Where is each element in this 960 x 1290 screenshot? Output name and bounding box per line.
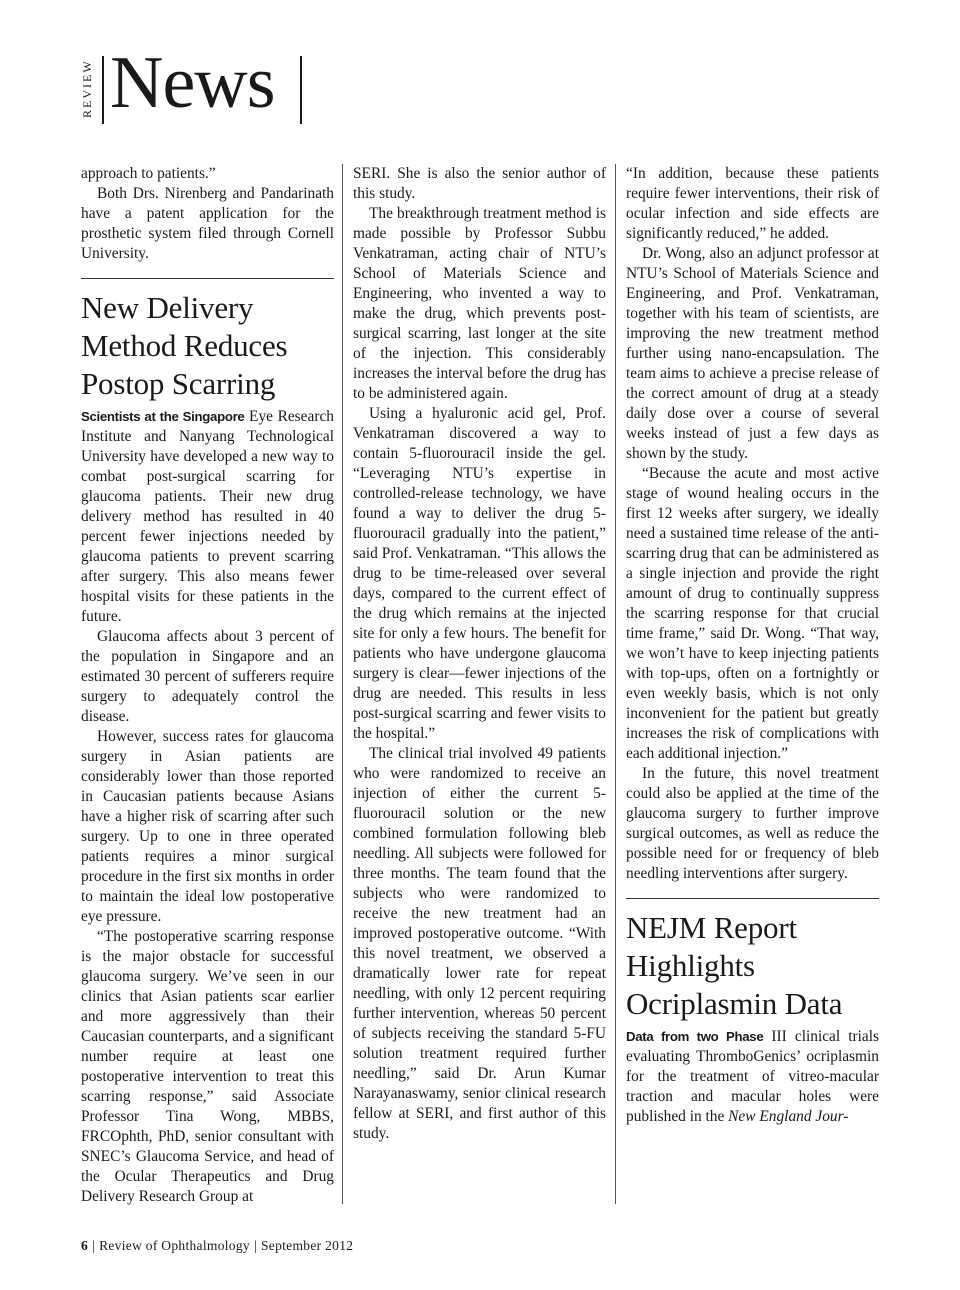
article-headline: New Delivery Method Reduces Postop Scarring: [81, 290, 288, 401]
column-1: [81, 164, 334, 1207]
article-divider: [81, 278, 334, 279]
body-paragraph: “The postoperative scarring response is the major obstacle for successful glaucoma surgery. We’ve seen in our clinics that Asian patients scar earlier and more aggressively than their Caucasian counterparts, and a significant number require at least one postoperative intervention to treat this scarring response,” said Associate Professor Tina Wong, MBBS, FRCOphth, PhD, senior consultant with SNEC’s Glaucoma Service, and head of the Ocular Therapeutics and Drug Delivery Research Group at: [81, 928, 334, 1205]
page-number: 6: [81, 1238, 89, 1253]
page-footer: 6 | Review of Ophthalmology | September 2012: [81, 1238, 354, 1253]
body-paragraph: Glaucoma affects about 3 percent of the population in Singapore and an estimated 30 percent of sufferers require surgery to adequately control the disease.: [81, 628, 334, 725]
masthead-rule-right: [300, 56, 302, 124]
publication-name: Review of Ophthalmology: [99, 1238, 250, 1253]
body-paragraph: In the future, this novel treatment could also be applied at the time of the glaucoma surgery to further improve surgical outcomes, as well as reduce the possible need for or frequency of bleb needling interventions after surgery.: [626, 765, 879, 882]
body-paragraph: “Because the acute and most active stage of wound healing occurs in the first 12 weeks after surgery, we ideally need a sustained time release of the anti-scarring drug that can be administered as a single injection and provide the right amount of drug to continually suppress the scarring response for that crucial time frame,” said Dr. Wong. “That way, we won’t have to keep injecting patients with top-ups, often on a fortnightly or even weekly basis, which is not only inconvenient for the patient but greatly increases the risk of complications with each additional injection.”: [626, 465, 879, 762]
body-paragraph: approach to patients.”: [81, 165, 216, 182]
body-paragraph: SERI. She is also the senior author of this study.: [353, 165, 606, 202]
journal-name: New England Jour-: [728, 1108, 849, 1125]
lead-paragraph-text: Eye Research Institute and Nanyang Technological University have developed a new way to combat post-surgical scarring for glaucoma patients. Their new drug delivery method has resulted in 40 percent fewer injections needed by glaucoma patients to prevent scarring after surgery. This also means fewer hospital visits for these patients in the future.: [81, 408, 334, 625]
lead-in: Scientists at the Singapore: [81, 409, 245, 424]
article-divider: [626, 898, 879, 899]
body-paragraph: Using a hyaluronic acid gel, Prof. Venkatraman discovered a way to contain 5-fluorouracil inside the gel. “Leveraging NTU’s expertise in controlled-release technology, we have found a way to deliver the drug 5-fluorouracil gradually into the patient,” said Prof. Venkatraman. “This allows the drug to be time-released over several days, compared to the current effect of the drug which remains at the injected site for only a few hours. The benefit for patients who have undergone glaucoma surgery is clear—fewer injections of the drug are needed. This results in less post-surgical scarring and fewer visits to the hospital.”: [353, 405, 606, 742]
body-paragraph: “In addition, because these patients require fewer interventions, their risk of ocular infection and side effects are significantly reduced,” he added.: [626, 165, 879, 242]
section-label: REVIEW: [80, 59, 94, 119]
lead-paragraph-text: III clinical trials evaluating ThromboGenics’ ocriplasmin for the treatment of vitreo-macular traction and macular holes were published in the: [626, 1028, 879, 1125]
article-lead-paragraph: [626, 1027, 879, 1127]
issue-date: September 2012: [260, 1238, 354, 1253]
column-3: [626, 164, 879, 1127]
column-divider-1: [342, 164, 343, 1204]
column-divider-2: [615, 164, 616, 1204]
article-lead-paragraph: [81, 407, 334, 627]
article-headline: NEJM Report Highlights Ocriplasmin Data: [626, 910, 843, 1021]
masthead-rule-left: [102, 56, 104, 124]
column-2: [353, 164, 606, 1144]
body-paragraph: The breakthrough treatment method is made possible by Professor Subbu Venkatraman, acting chair of NTU’s School of Materials Science and Engineering, who invented a way to make the drug, which prevents post-surgical scarring, last longer at the site of the injection. This considerably increases the interval before the drug has to be administered again.: [353, 205, 606, 402]
page-title: News: [110, 42, 275, 124]
body-paragraph: Dr. Wong, also an adjunct professor at NTU’s School of Materials Science and Engineering, and Prof. Venkatraman, together with his team of scientists, are improving the new treatment method further using nano-encapsulation. The team aims to achieve a precise release of the correct amount of drug at a steady daily dose over a course of several weeks instead of just a few days as shown by the study.: [626, 245, 879, 462]
lead-in: Data from two Phase: [626, 1029, 764, 1044]
body-paragraph: However, success rates for glaucoma surgery in Asian patients are considerably lower than those reported in Caucasian patients because Asians have a higher risk of scarring after such surgery. Up to one in three operated patients requires a minor surgical procedure in the first six months in order to maintain the ideal low postoperative eye pressure.: [81, 728, 334, 925]
body-paragraph: Both Drs. Nirenberg and Pandarinath have a patent application for the prosthetic system filed through Cornell University.: [81, 185, 334, 262]
body-paragraph: The clinical trial involved 49 patients who were randomized to receive an injection of either the current 5-fluorouracil solution or the new combined formulation following bleb needling. All subjects were followed for three months. The team found that the subjects who were randomized to receive the new treatment had an improved postoperative outcome. “With this novel treatment, we observed a dramatically lower rate for repeat needling, with only 12 percent requiring further intervention, whereas 50 percent of subjects receiving the standard 5-FU solution treatment required further needling,” said Dr. Arun Kumar Narayanaswamy, senior clinical research fellow at SERI, and first author of this study.: [353, 745, 606, 1142]
